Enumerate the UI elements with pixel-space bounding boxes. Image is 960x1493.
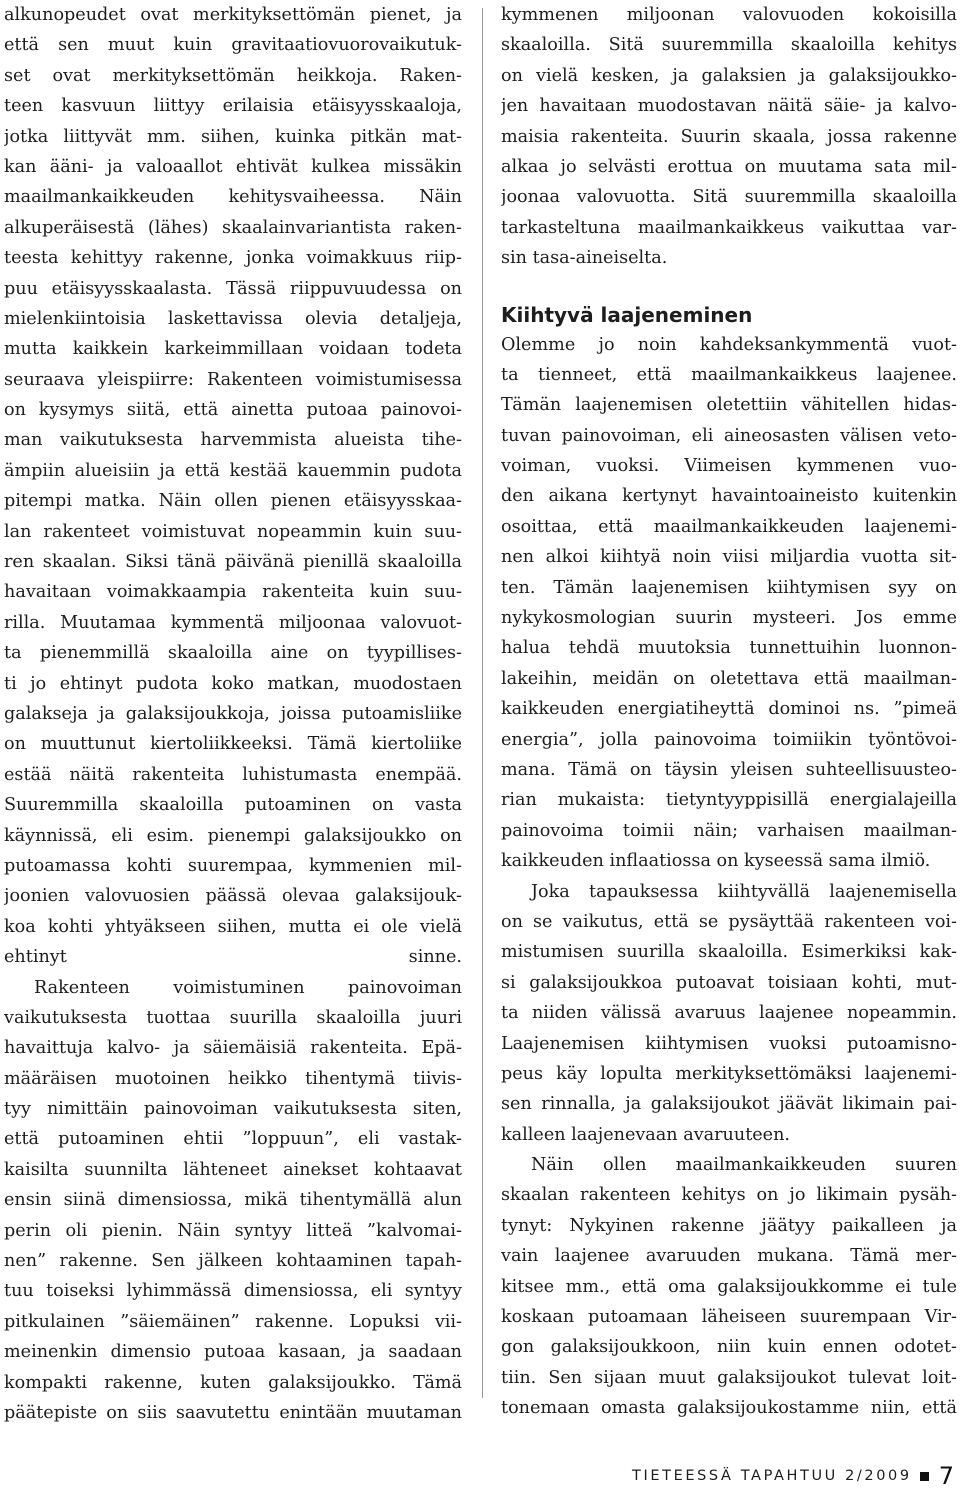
text-line: skaaloilla. Sitä suuremmilla skaaloilla kehitys bbox=[501, 35, 957, 56]
text-line: tonemaan omasta galaksijoukostamme niin, että bbox=[501, 1398, 957, 1419]
text-line: ta niiden välissä avaruus laajenee nopeammin. bbox=[501, 1003, 957, 1024]
text-line: nen” rakenne. Sen jälkeen kohtaaminen tapah- bbox=[4, 1251, 462, 1272]
text-line: maailmankaikkeuden kehitysvaiheessa. Näin bbox=[4, 187, 462, 208]
text-line: si galaksijoukkoa putoavat toisiaan kohti, mut- bbox=[501, 972, 957, 993]
text-line: mistumisen suurilla skaaloilla. Esimerkiksi kak- bbox=[501, 942, 957, 963]
text-line: osoittaa, että maailmankaikkeuden laajenemi- bbox=[501, 516, 957, 537]
left-paragraph-2 bbox=[4, 973, 462, 1429]
text-line: jen havaitaan muodostavan näitä säie- ja kalvo- bbox=[501, 96, 957, 117]
text-line: ta pienemmillä skaaloilla aine on tyypillises- bbox=[4, 643, 462, 664]
text-line: on muuttunut kiertoliikkeeksi. Tämä kiertoliike bbox=[4, 734, 462, 755]
text-line: lan rakenteet voimistuvat nopeammin kuin suu- bbox=[4, 521, 462, 542]
text-line: nykykosmologian suurin mysteeri. Jos emme bbox=[501, 608, 957, 629]
text-line: vain laajenee avaruuden mukana. Tämä mer- bbox=[501, 1246, 957, 1267]
text-line: ensin siinä dimensiossa, mikä tihentymällä alun bbox=[4, 1190, 462, 1211]
text-line: mielenkiintoisia laskettavissa olevia detaljeja, bbox=[4, 308, 462, 329]
text-line: Olemme jo noin kahdeksankymmentä vuot- bbox=[501, 334, 957, 355]
text-line: ehtinyt sinne. bbox=[4, 947, 462, 968]
text-line: ten. Tämän laajenemisen kiihtymisen syy on bbox=[501, 577, 957, 598]
text-line: pitkulainen ”säiemäinen” rakenne. Lopuksi vii- bbox=[4, 1311, 462, 1332]
text-line: kitsee mm., että oma galaksijoukkomme ei tule bbox=[501, 1276, 957, 1297]
text-line: nen alkoi kiihtyä noin viisi miljardia vuotta sit- bbox=[501, 547, 957, 568]
text-line: mana. Tämä on täysin yleisen suhteellisuusteo- bbox=[501, 759, 957, 780]
text-line: den aikana kertynyt havaintoaineisto kuitenkin bbox=[501, 486, 957, 507]
publication-title: TIETEESSÄ TAPAHTUU 2/2009 bbox=[632, 1468, 912, 1484]
text-line: halua tehdä muutoksia tunnettuihin luonnon- bbox=[501, 638, 957, 659]
text-line: rilla. Muutamaa kymmentä miljoonaa valovuot- bbox=[4, 612, 462, 633]
text-line: Näin ollen maailmankaikkeuden suuren bbox=[531, 1155, 957, 1176]
section-gap bbox=[501, 274, 957, 298]
text-line: set ovat merkityksettömän heikkoja. Raken- bbox=[4, 65, 462, 86]
text-line: on vielä kesken, ja galaksien ja galaksijoukko- bbox=[501, 65, 957, 86]
text-line: määräisen muotoinen heikko tihentymä tiivis- bbox=[4, 1068, 462, 1089]
text-line: ti jo ehtinyt pudota koko matkan, muodostaen bbox=[4, 673, 462, 694]
text-line: lakeihin, meidän on oletettava että maailman- bbox=[501, 668, 957, 689]
square-bullet-icon bbox=[920, 1472, 929, 1481]
text-line: alkuperäisestä (lähes) skaalainvariantista raken- bbox=[4, 217, 462, 238]
text-line: käynnissä, eli esim. pienempi galaksijoukko on bbox=[4, 825, 462, 846]
text-line: kompakti rakenne, kuten galaksijoukko. Tämä bbox=[4, 1372, 462, 1393]
text-line: sin tasa-aineiselta. bbox=[501, 248, 668, 269]
text-line: estää näitä rakenteita luhistumasta enempää. bbox=[4, 764, 462, 785]
text-line: galakseja ja galaksijoukkoja, joissa putoamisliike bbox=[4, 703, 462, 724]
text-line: tynyt: Nykyinen rakenne jäätyy paikalleen ja bbox=[501, 1215, 957, 1236]
text-line: peus käy lopulta merkityksettömäksi laajenemi- bbox=[501, 1063, 957, 1084]
text-line: tuvan painovoiman, eli aineosasten välisen veto- bbox=[501, 425, 957, 446]
text-line: seuraava yleispiirre: Rakenteen voimistumisessa bbox=[4, 369, 462, 390]
text-line: teen kasvuun liittyy erilaisia etäisyysskaaloja, bbox=[4, 96, 462, 117]
text-line: alkaa jo selvästi erottua on muutama sata mil- bbox=[501, 156, 957, 177]
right-paragraph-3 bbox=[501, 877, 957, 1151]
text-line: Rakenteen voimistuminen painovoiman bbox=[34, 977, 462, 998]
section-heading: Kiihtyvä laajeneminen bbox=[501, 302, 753, 327]
text-line: kaikkeuden energiatiheyttä dominoi ns. ”pimeä bbox=[501, 699, 957, 720]
text-line: että putoaminen ehtii ”loppuun”, eli vastak- bbox=[4, 1129, 462, 1150]
text-line: Suuremmilla skaaloilla putoaminen on vasta bbox=[4, 795, 462, 816]
text-line: Joka tapauksessa kiihtyvällä laajenemisella bbox=[531, 881, 957, 902]
right-column bbox=[501, 0, 957, 1424]
right-paragraph-2 bbox=[501, 330, 957, 877]
text-line: jotka liittyvät mm. siihen, kuinka pitkän mat- bbox=[4, 126, 462, 147]
text-line: Laajenemisen kiihtymisen vuoksi putoamisno- bbox=[501, 1033, 957, 1054]
text-line: on se vaikutus, että se pysäyttää rakenteen voi- bbox=[501, 911, 957, 932]
text-line: painovoima toimii näin; varhaisen maailman- bbox=[501, 820, 957, 841]
right-paragraph-1 bbox=[501, 0, 957, 274]
left-column bbox=[4, 0, 462, 1428]
text-line: man vaikutuksesta harvemmista alueista tihe- bbox=[4, 430, 462, 451]
text-line: kymmenen miljoonan valovuoden kokoisilla bbox=[501, 5, 957, 25]
text-line: pitempi matka. Näin ollen pienen etäisyysskaa- bbox=[4, 491, 462, 512]
text-line: havaittuja kalvo- ja säiemäisiä rakenteita. Epä- bbox=[4, 1038, 462, 1059]
text-line: Tämän laajenemisen oletettiin vähitellen hidas- bbox=[501, 395, 957, 416]
right-paragraph-4 bbox=[501, 1150, 957, 1424]
text-line: että sen muut kuin gravitaatiovuorovaikutuk- bbox=[4, 35, 462, 56]
text-line: havaitaan voimakkaampia rakenteita kuin suu- bbox=[4, 582, 462, 603]
page-number: 7 bbox=[938, 1462, 954, 1490]
text-line: gon galaksijoukkoon, niin kuin ennen odotet- bbox=[501, 1337, 957, 1358]
text-line: voiman, vuoksi. Viimeisen kymmenen vuo- bbox=[501, 456, 957, 477]
text-line: kaikkeuden inflaatiossa on kyseessä sama ilmiö. bbox=[501, 851, 931, 872]
text-line: ta tienneet, että maailmankaikkeus laajenee. bbox=[501, 364, 957, 385]
text-line: ren skaalan. Siksi tänä päivänä pienillä skaaloilla bbox=[4, 552, 462, 573]
page-footer bbox=[632, 1462, 954, 1490]
text-line: putoamassa kohti suurempaa, kymmenien mil- bbox=[4, 855, 462, 876]
text-line: tuu toiseksi lyhimmässä dimensiossa, eli syntyy bbox=[4, 1281, 462, 1302]
text-line: kaisilta suunnilta lähteneet ainekset kohtaavat bbox=[4, 1159, 462, 1180]
text-line: meinenkin dimensio putoaa kasaan, ja saadaan bbox=[4, 1342, 462, 1363]
text-line: kalleen laajenevaan avaruuteen. bbox=[501, 1124, 791, 1145]
text-line: on kysymys siitä, että ainetta putoaa painovoi- bbox=[4, 400, 462, 421]
text-line: perin oli pienin. Näin syntyy litteä ”kalvomai- bbox=[4, 1220, 462, 1241]
text-line: vaikutuksesta tuottaa suurilla skaaloilla juuri bbox=[4, 1007, 462, 1028]
text-line: tarkasteltuna maailmankaikkeus vaikuttaa var- bbox=[501, 217, 957, 238]
left-paragraph-1 bbox=[4, 0, 462, 973]
text-line: maisia rakenteita. Suurin skaala, jossa rakenne bbox=[501, 126, 957, 147]
column-divider bbox=[482, 8, 483, 1398]
text-line: puu etäisyysskaalasta. Tässä riippuvuudessa on bbox=[4, 278, 462, 299]
text-line: mutta kaikkein karkeimmillaan voidaan todeta bbox=[4, 339, 462, 360]
text-line: rian mukaista: tietyntyyppisillä energialajeilla bbox=[501, 790, 957, 811]
text-line: alkunopeudet ovat merkityksettömän pienet, ja bbox=[4, 5, 462, 25]
text-line: energia”, jolla painovoima toimiikin työntövoi- bbox=[501, 729, 957, 750]
text-line: ämpiin alueisiin ja että kestää kauemmin pudota bbox=[4, 460, 462, 481]
text-line: joonaa valovuotta. Sitä suuremmilla skaaloilla bbox=[501, 187, 957, 208]
text-line: skaalan rakenteen kehitys on jo likimain pysäh- bbox=[501, 1185, 957, 1206]
text-line: koa kohti yhtyäkseen siihen, mutta ei ole vielä bbox=[4, 916, 462, 937]
text-line: kan ääni- ja valoaallot ehtivät kulkea missäkin bbox=[4, 156, 462, 177]
text-line: koskaan putoamaan läheiseen suurempaan Vir- bbox=[501, 1307, 957, 1328]
text-line: tiin. Sen sijaan muut galaksijoukot tulevat loit- bbox=[501, 1367, 957, 1388]
text-line: päätepiste on siis saavutettu enintään muutaman bbox=[4, 1402, 462, 1423]
text-line: tyy nimittäin painovoiman vaikutuksesta siten, bbox=[4, 1099, 462, 1120]
text-line: joonien valovuosien päässä olevaa galaksijouk- bbox=[4, 886, 462, 907]
text-line: teesta kehittyy rakenne, jonka voimakkuus riip- bbox=[4, 248, 462, 269]
text-line: sen rinnalla, ja galaksijoukot jäävät likimain pai- bbox=[501, 1094, 957, 1115]
